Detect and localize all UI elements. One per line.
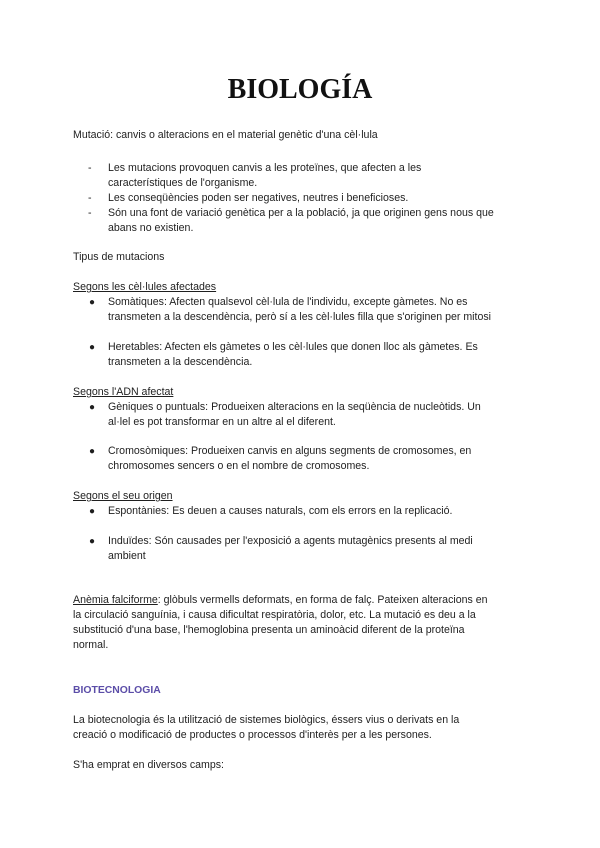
anemia-line: normal. xyxy=(73,639,109,651)
section-heading: Segons el seu origen xyxy=(73,490,173,502)
list-item-cont: chromosomes sencers o en el nombre de cromosomes. xyxy=(108,460,370,472)
bullet-icon: ● xyxy=(89,506,96,517)
section-heading: Segons les cèl·lules afectades xyxy=(73,281,217,293)
list-item: Les conseqüències poden ser negatives, neutres i beneficioses. xyxy=(108,192,409,204)
anemia-paragraph xyxy=(73,593,488,608)
list-item-cont: transmeten a la descendència. xyxy=(108,356,253,368)
bullet-icon: ● xyxy=(89,297,96,308)
list-item: Espontànies: Es deuen a causes naturals, com els errors en la replicació. xyxy=(108,505,453,517)
dash-icon: - xyxy=(88,207,92,219)
tipus-heading: Tipus de mutacions xyxy=(73,251,165,263)
camps-text: S'ha emprat en diversos camps: xyxy=(73,759,224,771)
biotec-heading: BIOTECNOLOGIA xyxy=(73,685,161,696)
list-item: Gèniques o puntuals: Produeixen alteracions en la seqüència de nucleòtids. Un xyxy=(108,401,481,413)
bullet-icon: ● xyxy=(89,536,96,547)
anemia-line: substitució d'una base, l'hemoglobina presenta un aminoàcid diferent de la proteïna xyxy=(73,624,465,636)
list-item: Induïdes: Són causades per l'exposició a agents mutagènics presents al medi xyxy=(108,535,473,547)
list-item: Són una font de variació genètica per a la població, ja que originen gens nous que xyxy=(108,207,494,219)
bullet-icon: ● xyxy=(89,446,96,457)
section-heading: Segons l'ADN afectat xyxy=(73,386,174,398)
list-item-cont: característiques de l'organisme. xyxy=(108,177,258,189)
list-item: Cromosòmiques: Produeixen canvis en alguns segments de cromosomes, en xyxy=(108,445,472,457)
bullet-icon: ● xyxy=(89,342,96,353)
intro-definition: Mutació: canvis o alteracions en el material genètic d'una cèl·lula xyxy=(73,129,378,141)
biotec-paragraph-line: La biotecnologia és la utilització de sistemes biològics, éssers vius o derivats en la xyxy=(73,714,460,726)
list-item: Somàtiques: Afecten qualsevol cèl·lula de l'individu, excepte gàmetes. No es xyxy=(108,296,468,308)
list-item-cont: al·lel es pot transformar en un altre al el diferent. xyxy=(108,416,336,428)
list-item-cont: transmeten a la descendència, però sí a les cèl·lules filla que s'originen per mitosi xyxy=(108,311,492,323)
dash-icon: - xyxy=(88,162,92,174)
list-item: Les mutacions provoquen canvis a les proteïnes, que afecten a les xyxy=(108,162,422,174)
biotec-paragraph-line: creació o modificació de productes o processos d'interès per a les persones. xyxy=(73,729,432,741)
list-item-cont: abans no existien. xyxy=(108,222,194,234)
dash-icon: - xyxy=(88,192,92,204)
anemia-line: la circulació sanguínia, i causa dificultat respiratòria, dolor, etc. La mutació es deu a la xyxy=(73,609,476,621)
bullet-icon: ● xyxy=(89,402,96,413)
list-item-cont: ambient xyxy=(108,550,146,562)
page-title: BIOLOGÍA xyxy=(227,74,373,105)
anemia-term: Anèmia falciforme xyxy=(73,594,158,606)
list-item: Heretables: Afecten els gàmetes o les cèl·lules que donen lloc als gàmetes. Es xyxy=(108,341,478,353)
anemia-text: : glòbuls vermells deformats, en forma de falç. Pateixen alteracions en xyxy=(157,594,488,606)
